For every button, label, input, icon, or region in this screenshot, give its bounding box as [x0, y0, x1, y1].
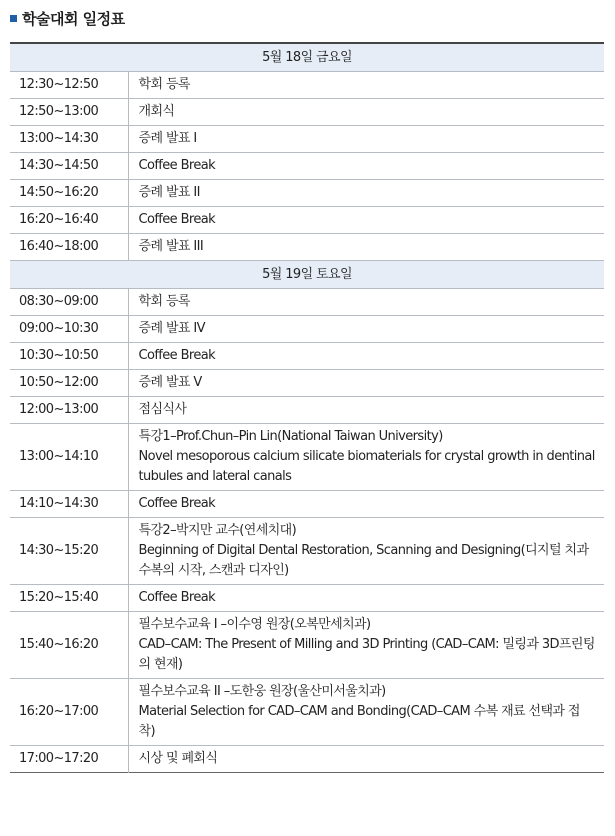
event-cell [128, 612, 604, 679]
event-cell [128, 180, 604, 207]
table-row [10, 370, 604, 397]
event-title: 학회 등록 [138, 77, 190, 92]
table-row [10, 343, 604, 370]
event-title: 개회식 [138, 104, 175, 119]
event-title: 필수보수교육 II –도한웅 원장(울산미서울치과) [138, 684, 386, 699]
event-cell [128, 518, 604, 585]
event-title: 학회 등록 [138, 294, 190, 309]
event-title: Coffee Break [138, 212, 216, 227]
event-subtitle: Beginning of Digital Dental Restoration, Scanning and Designing(디지털 치과수복의 시작, 스캔과 디자인) [138, 543, 589, 578]
table-row [10, 424, 604, 491]
table-row [10, 491, 604, 518]
time-cell: 15:20~15:40 [10, 585, 128, 612]
event-cell [128, 234, 604, 261]
table-row [10, 397, 604, 424]
event-cell [128, 491, 604, 518]
time-cell: 10:30~10:50 [10, 343, 128, 370]
table-row [10, 679, 604, 746]
page-heading-text: 학술대회 일정표 [22, 9, 125, 28]
table-row [10, 234, 604, 261]
event-cell [128, 746, 604, 773]
table-row [10, 180, 604, 207]
event-cell [128, 153, 604, 180]
table-row [10, 612, 604, 679]
event-title: Coffee Break [138, 348, 216, 363]
event-title: Coffee Break [138, 496, 216, 511]
time-cell: 12:50~13:00 [10, 99, 128, 126]
day-header-row [10, 261, 604, 289]
event-cell [128, 585, 604, 612]
day-header: 5월 18일 금요일 [10, 43, 604, 72]
time-cell: 16:20~17:00 [10, 679, 128, 746]
event-title: Coffee Break [138, 158, 216, 173]
time-cell: 13:00~14:30 [10, 126, 128, 153]
table-row [10, 746, 604, 773]
event-cell [128, 370, 604, 397]
event-cell [128, 316, 604, 343]
event-title: 특강1–Prof.Chun–Pin Lin(National Taiwan University) [138, 429, 443, 444]
table-row [10, 585, 604, 612]
event-title: 시상 및 폐회식 [138, 751, 218, 766]
time-cell: 14:30~14:50 [10, 153, 128, 180]
table-row [10, 316, 604, 343]
time-cell: 17:00~17:20 [10, 746, 128, 773]
heading-square-icon [10, 15, 17, 22]
event-cell [128, 99, 604, 126]
event-cell [128, 289, 604, 316]
time-cell: 12:30~12:50 [10, 72, 128, 99]
time-cell: 12:00~13:00 [10, 397, 128, 424]
event-title: 점심식사 [138, 402, 187, 417]
event-cell [128, 72, 604, 99]
day-header-row [10, 43, 604, 72]
time-cell: 16:20~16:40 [10, 207, 128, 234]
event-cell [128, 397, 604, 424]
event-cell [128, 126, 604, 153]
time-cell: 15:40~16:20 [10, 612, 128, 679]
event-title: Coffee Break [138, 590, 216, 605]
time-cell: 10:50~12:00 [10, 370, 128, 397]
table-row [10, 99, 604, 126]
table-row [10, 289, 604, 316]
table-row [10, 207, 604, 234]
table-row [10, 126, 604, 153]
event-cell [128, 679, 604, 746]
time-cell: 14:10~14:30 [10, 491, 128, 518]
event-title: 필수보수교육 I –이수영 원장(오복만세치과) [138, 617, 371, 632]
table-row [10, 518, 604, 585]
schedule-table [10, 42, 604, 773]
table-row [10, 153, 604, 180]
time-cell: 16:40~18:00 [10, 234, 128, 261]
day-header: 5월 19일 토요일 [10, 261, 604, 289]
event-title: 증례 발표 II [138, 185, 200, 200]
event-subtitle: Novel mesoporous calcium silicate biomaterials for crystal growth in dentinal tubules and lateral canals [138, 449, 595, 484]
event-title: 증례 발표 IV [138, 321, 205, 336]
event-title: 증례 발표 I [138, 131, 197, 146]
event-cell [128, 207, 604, 234]
event-cell [128, 424, 604, 491]
time-cell: 14:50~16:20 [10, 180, 128, 207]
event-subtitle: CAD–CAM: The Present of Milling and 3D Printing (CAD–CAM: 밀링과 3D프린팅의 현재) [138, 637, 595, 672]
page-heading [10, 6, 125, 30]
time-cell: 13:00~14:10 [10, 424, 128, 491]
table-row [10, 72, 604, 99]
event-subtitle: Material Selection for CAD–CAM and Bonding(CAD–CAM 수복 재료 선택과 접착) [138, 704, 580, 739]
event-cell [128, 343, 604, 370]
time-cell: 14:30~15:20 [10, 518, 128, 585]
event-title: 증례 발표 III [138, 239, 204, 254]
event-title: 증례 발표 V [138, 375, 202, 390]
time-cell: 09:00~10:30 [10, 316, 128, 343]
schedule-body [10, 43, 604, 773]
event-title: 특강2–박지만 교수(연세치대) [138, 523, 297, 538]
time-cell: 08:30~09:00 [10, 289, 128, 316]
